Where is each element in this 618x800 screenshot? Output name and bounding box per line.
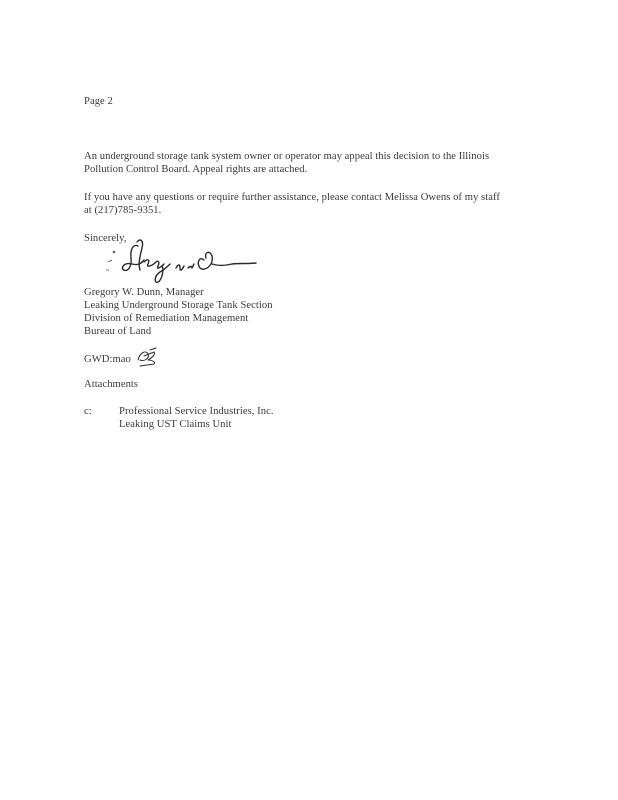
- closing: Sincerely,: [84, 233, 127, 244]
- page-number: Page 2: [84, 96, 113, 107]
- cc-recipient-1: Professional Service Industries, Inc.: [119, 406, 274, 417]
- signatory-division: Division of Remediation Management: [84, 313, 249, 324]
- signatory-name-title: Gregory W. Dunn, Manager: [84, 287, 204, 298]
- contact-paragraph-line-2: at (217)785-9351.: [84, 205, 162, 216]
- reference-initials: GWD:mao: [84, 354, 131, 365]
- appeal-paragraph-line-1: An underground storage tank system owner or operator may appeal this decision to the Illinois: [84, 151, 490, 162]
- cc-recipient-2: Leaking UST Claims Unit: [119, 419, 232, 430]
- cc-label: c:: [84, 406, 92, 417]
- signatory-section: Leaking Underground Storage Tank Section: [84, 300, 273, 311]
- signatory-bureau: Bureau of Land: [84, 326, 152, 337]
- handwritten-initials: [134, 346, 160, 368]
- attachments-label: Attachments: [84, 379, 139, 390]
- contact-paragraph-line-1: If you have any questions or require further assistance, please contact Melissa Owens of my staff: [84, 192, 500, 203]
- handwritten-signature: [104, 236, 264, 284]
- appeal-paragraph-line-2: Pollution Control Board. Appeal rights are attached.: [84, 164, 308, 175]
